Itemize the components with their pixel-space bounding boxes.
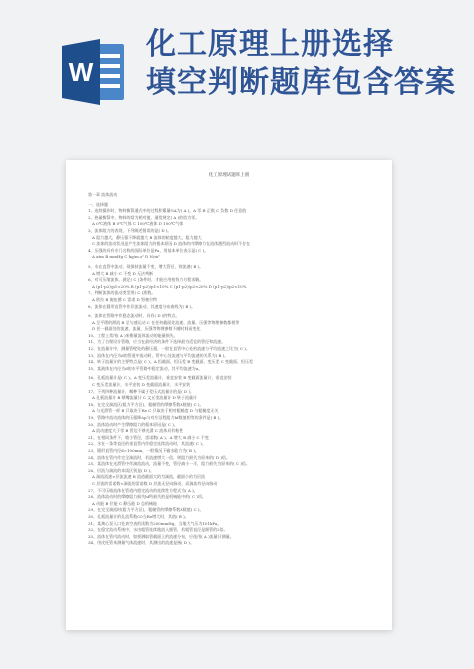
document-line: A 动能 B 位能 C 静压能 D 总机械能 (92, 500, 157, 506)
document-line: 17、下列四种流量计，哪种不属于差压式流量计的是( D )。 (88, 388, 194, 394)
document-line: A 0℃液体 B 0℃气体 C 100℃液体 D 100℃气体 (92, 221, 184, 227)
title-line-1: 化工原理上册选择 (146, 27, 394, 62)
document-line: A 与光滑管一样 B 只取决于Re C 只取决于相对粗糙度 D 与粗糙度无关 (92, 408, 219, 414)
document-line: A 呈平缓的滞流 B 呈匀速运动 C 在任何截面处流速、流量、压强等物理参数都相等 (92, 319, 240, 325)
document-line: A (p1-p2)/p1<20% B (p1-p2)/p1<10% C (p1-p2)/p2<20% D (p1-p2)/p2<10% (92, 283, 247, 289)
document-line: 33、流体在管内流动时，如要测取管截面上的流速分布，应选用( A )流量计测量。 (88, 533, 234, 539)
document-line: 23、圆形直管内径d=100mm，一般情况下输水能力为( B )。 (88, 447, 199, 453)
document-line: 1、连续操作时，物料衡算通式中的过程积累量GA为( A )。A 零 B 正数 C 负数 D 任意值 (88, 208, 247, 214)
document-line: 7、判断流体的流动类型用( C )准数。 (88, 290, 156, 296)
document-line: A 孔板流量计 B 喷嘴流量计 C 文丘里流量计 D 转子流量计 (92, 395, 197, 401)
document-line: 31、某离心泵入口处真空表的读数为200mmHg，当地大气压为101kPa。 (88, 520, 222, 526)
document-line: 19、管路中流动流体的压强降Δp与对应沿程阻力hf数值相等的条件是( B )。 (88, 415, 224, 420)
document-line: 2、热量衡算中，物料的焓为相对值，通常规定( A )的焓为零。 (88, 214, 200, 220)
document-line: A 流动速度大于零 B 管边不够光滑 C 流体具有粘性 (92, 428, 184, 434)
document-line: 26、层流与湍流的本质区别是( D )。 (88, 467, 154, 473)
document-line: A 阻力越大，静压强下降就越大 B 流体的粘度越大，阻力越大 (92, 234, 202, 240)
document-line: 11、为了合理设计管路，应当在最经济的条件下选择最为适宜的管径和流速。 (88, 339, 226, 345)
document-line: 一、选择题 (88, 201, 108, 207)
document-line: 12、在流量计中，测量管壁处的静压强，一般在直管中心处的流速与平均流速之比为( C )。 (88, 346, 250, 352)
document-line: 15、某液体在内径为d的水平管路中稳定流动，其平均流速为u。 (88, 365, 203, 371)
page-title (146, 26, 456, 102)
document-line: 18、在完全湍流区(阻力平方区)，粗糙管的摩擦系数λ数值( C )。 (88, 401, 204, 407)
document-line: 9、流体在管路中作稳态流动时，具有( D )的特点。 (88, 313, 180, 319)
document-line: A 湍流流速>层流流速 B 流道截面大的为湍流，截面小的为层流 (92, 474, 205, 480)
svg-text:W: W (68, 57, 94, 87)
banner (0, 0, 474, 130)
document-line: A atm B mmHg C kg/m.s² D N/m² (92, 254, 160, 260)
document-line: A 增大 B 减小 C 不变 D 无法判断 (92, 270, 153, 276)
document-line: 6、对可压缩流体，满足( C )条件时，才能应用柏努力方程求解。 (88, 277, 204, 283)
document-line: 32、在稳定流动系统中，水由粗管连续地流入细管，若粗管直径是细管的2倍。 (88, 527, 228, 533)
document-line: 24、流体在管内作完全湍流时，若流速增大一倍，则阻力损失为原来的( D )倍。 (88, 454, 230, 460)
document-line: 28、流体流动时的摩擦阻力损失hf所损失的是机械能中的( C )项。 (88, 494, 206, 500)
document-line: 4、压强的具有专门名称的国际单位是Pa，用基本单位表示是( C )。 (88, 247, 209, 253)
document-line: 第一章 流体流动 (88, 192, 118, 197)
document-line: 5、水在直管中流动，现保持流量不变，增大管径，则流速( B )。 (88, 263, 204, 269)
document-line: C 层流的雷诺数<湍流的雷诺数 D 层流无径向脉动，而湍流有径向脉动 (92, 480, 218, 486)
document-line: 30、孔板流量计的孔流系数C0当Re增大时，其值( B )。 (88, 513, 189, 519)
document-line: 29、在完全湍流时(阻力平方区)，粗糙管的摩擦系数λ数值( C )。 (88, 507, 204, 513)
document-line: D 任一截面处的流速、流量、压强等物理参数不随时间而变化 (92, 326, 201, 332)
document-line: 13、流体在内径为d的管道中流动时，管中心处流速与平均流速的关系为( B )。 (88, 352, 229, 358)
document-line: 3、流体阻力的表现，下列阐述错误的是( D )。 (88, 227, 172, 233)
document-line: 14、转子流量计的主要特点是( C )。A 恒截面、恒压差 B 变截面、变压差 C 变截面、恒压差 (88, 359, 254, 365)
document-preview (66, 160, 392, 630)
word-icon (62, 36, 126, 108)
document-body (66, 192, 392, 547)
document-line: A 欧拉 B 施伍德 C 雷诺 D 努塞尔特 (92, 296, 157, 302)
document-line: 20、流体流动时产生摩擦阻力的根本原因是( C )。 (88, 421, 178, 427)
document-line: 16、孔板流量计是( C )。A 变压差流量计，垂直安装 B 变截面流量计，垂直安装 (88, 375, 232, 381)
title-line-2: 填空判断题库包含答案 (146, 65, 456, 100)
document-header: 化工原理试题库上册 (208, 173, 250, 178)
document-line: 21、在相同条件下，缩小管径，雷诺数( A )。A 增大 B 减小 C 不变 (88, 434, 209, 440)
document-line: 22、水在一条等直径的垂直管内作稳定连续流动时，其流速( C )。 (88, 441, 206, 447)
document-line: 34、用皮托管来测量气体流速时，其测出的流速是指( D )。 (88, 540, 194, 546)
document-line: 25、某流体在光滑管中作湍流流动，流量不变，管径减小一半，阻力损失为原来的( C )倍。 (88, 461, 250, 467)
document-line: 10、工程上常用( A )来衡量流体流动的能量损失。 (88, 332, 178, 338)
document-line: C 变压差流量计，水平安装 D 变截面流量计，水平安装 (92, 382, 191, 388)
document-line: C 流体的流动状况是产生流体阻力的根本原因 D 流体的内摩擦力在流体激烈流动时不存在 (92, 241, 251, 247)
document-line: 8、流体在圆形直管中作层流流动，其速度分布曲线为( B )。 (88, 303, 196, 309)
document-line: 27、不可压缩流体在管道内稳定流动的连续性方程式为( A )。 (88, 487, 198, 493)
